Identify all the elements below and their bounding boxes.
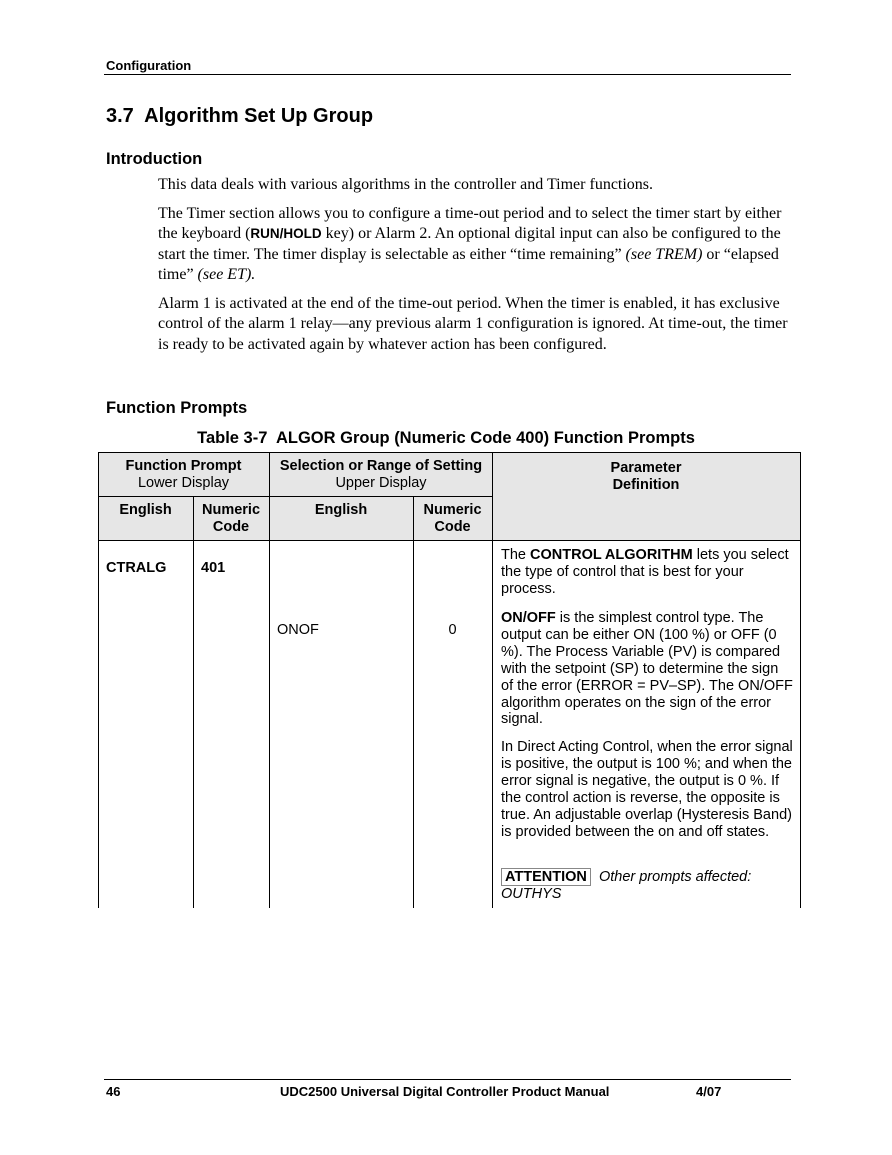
header-bottom-border bbox=[98, 540, 801, 541]
selection-english-cell: ONOF bbox=[277, 622, 319, 638]
page-number: 46 bbox=[106, 1084, 121, 1099]
column-divider-3 bbox=[413, 496, 414, 908]
function-prompt-header-title: Function Prompt bbox=[125, 458, 242, 474]
definition-paragraph-2 bbox=[501, 610, 793, 728]
def1-text-b: lets you select the type of control that is best for your process. bbox=[501, 547, 789, 597]
attention-label: ATTENTION bbox=[501, 868, 591, 886]
numeric-code-header-1-text: Numeric Code bbox=[201, 502, 261, 535]
header-rule bbox=[104, 74, 791, 75]
prompt-code-cell: 401 bbox=[201, 560, 226, 576]
table-left-border bbox=[98, 452, 99, 908]
attention-note bbox=[501, 869, 793, 903]
selection-header-title: Selection or Range of Setting bbox=[279, 458, 483, 474]
intro-paragraph-1: This data deals with various algorithms in the controller and Timer functions. bbox=[158, 176, 654, 193]
publication-date: 4/07 bbox=[696, 1084, 722, 1099]
p2-text-a: The Timer section allows you to configure a time-out period and to select the timer start by either the keyboard ( bbox=[158, 205, 782, 243]
parameter-header-title: Parameter bbox=[610, 460, 682, 476]
def1-text-a: The bbox=[501, 547, 531, 563]
attention-text: Other prompts affected: OUTHYS bbox=[501, 869, 752, 902]
see-trem-reference: (see TREM) bbox=[625, 245, 703, 263]
numeric-code-header-2-text: Numeric Code bbox=[423, 502, 482, 535]
numeric-code-header-1 bbox=[193, 502, 269, 536]
lower-display-subheader: Lower Display bbox=[137, 475, 230, 491]
column-divider-1 bbox=[193, 496, 194, 908]
introduction-heading: Introduction bbox=[106, 150, 203, 168]
english-header-2-text: English bbox=[314, 502, 368, 518]
table-caption: Table 3-7 ALGOR Group (Numeric Code 400) Function Prompts bbox=[197, 429, 695, 447]
footer-rule bbox=[104, 1079, 791, 1080]
see-et-reference: (see ET). bbox=[197, 265, 256, 283]
selection-code-cell: 0 bbox=[448, 622, 457, 638]
definition-paragraph-3: In Direct Acting Control, when the error signal is positive, the output is 100 %; and when the error signal is negative, the output is 0 %. If the control action is reverse, the opposite is true. An adjustable overlap (Hysteresis Band) is provided between the on and off states. bbox=[501, 739, 793, 840]
manual-title: UDC2500 Universal Digital Controller Product Manual bbox=[280, 1084, 610, 1099]
parameter-definition-header bbox=[492, 460, 800, 494]
function-prompts-heading: Function Prompts bbox=[106, 399, 248, 417]
definition-header-title: Definition bbox=[612, 477, 680, 493]
intro-paragraph-2 bbox=[158, 204, 790, 285]
table-right-border bbox=[800, 452, 801, 908]
column-divider-4 bbox=[492, 452, 493, 908]
running-header: Configuration bbox=[106, 58, 192, 73]
on-off-term: ON/OFF bbox=[501, 610, 556, 626]
run-hold-key-label: RUN/HOLD bbox=[250, 226, 322, 242]
function-prompt-header bbox=[98, 458, 269, 492]
column-divider-2 bbox=[269, 452, 270, 908]
numeric-code-header-2 bbox=[413, 502, 492, 536]
definition-paragraph-1 bbox=[501, 547, 793, 598]
english-header-2 bbox=[269, 502, 413, 519]
table-top-border bbox=[98, 452, 801, 453]
section-title: 3.7 Algorithm Set Up Group bbox=[106, 105, 374, 127]
upper-display-subheader: Upper Display bbox=[335, 475, 427, 491]
english-header-1 bbox=[98, 502, 193, 519]
p2-text-c: or “elapsed time” bbox=[158, 245, 779, 283]
p2-text-b: key) or Alarm 2. An optional digital input can also be configured to the start the timer. The timer display is selectable as either “time remaining” bbox=[158, 225, 781, 263]
def2-text: is the simplest control type. The output can be either ON (100 %) or OFF (0 %). The Process Variable (PV) is compared with the setpoint (SP) to determine the sign of the error (ERROR = PV–SP). The ON/OFF algorithm operates on the sign of the error signal. bbox=[501, 610, 793, 728]
selection-header bbox=[269, 458, 493, 492]
intro-paragraph-3: Alarm 1 is activated at the end of the time-out period. When the timer is enabled, it has exclusive control of the alarm 1 relay—any previous alarm 1 configuration is ignored. At time-out, the timer is ready to be activated again by whatever action has been configured. bbox=[158, 295, 788, 353]
english-header-1-text: English bbox=[119, 502, 172, 518]
prompt-english-cell: CTRALG bbox=[106, 560, 167, 576]
control-algorithm-term: CONTROL ALGORITHM bbox=[530, 547, 693, 563]
header-divider bbox=[98, 496, 493, 497]
